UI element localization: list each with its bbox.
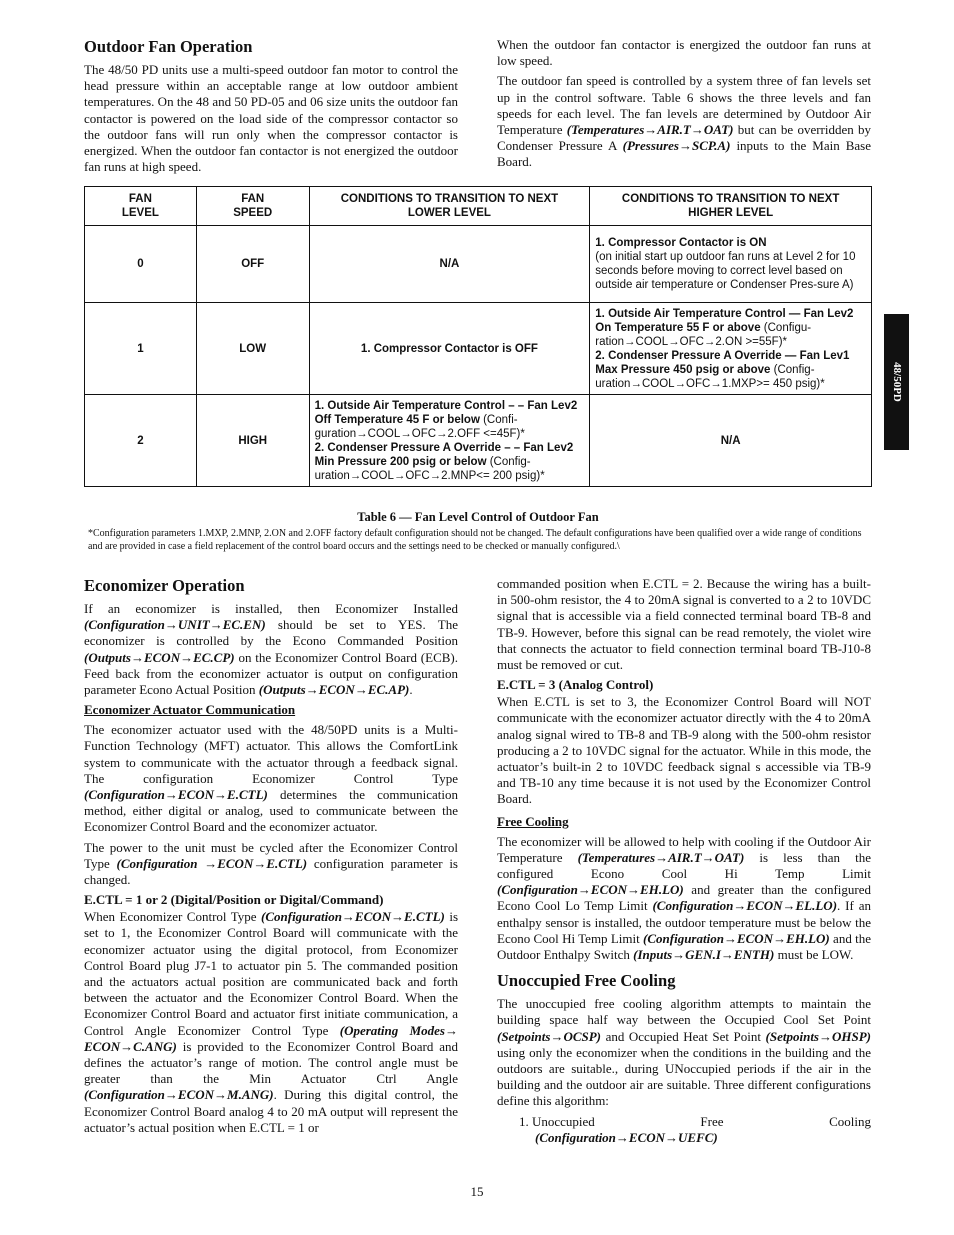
config-path: (Setpoints→OCSP) [497,1028,602,1044]
header-lower-level [309,187,590,226]
outdoor-fan-section [84,37,458,179]
text-run: inputs to the Main Base Board. [497,138,871,170]
cell-level: 2 [85,395,197,487]
list-item-config-path: (Configuration→ECON→UEFC) [535,1129,718,1145]
cell-text: (on initial start up outdoor fan runs at Level 2 for 10 seconds before moving to correct level based on outside air temperature or Condenser Pres-sure A) [595,251,856,291]
cell-lower: 1. Compressor Contactor is OFF [309,303,590,395]
text-run: If an economizer is installed, then Economizer Installed [84,601,458,616]
economizer-paragraph-3 [84,840,458,889]
text-run: must be LOW. [774,947,854,963]
side-tab [884,314,909,450]
config-path: (Configuration →ECON→E.CTL) [116,855,308,871]
text-run: is provided to the Economizer Control Board and defines the actuator’s range of motion. The control angle must be greater than the Min Actuator Ctrl Angle [84,1038,458,1087]
text-run: . If an enthalpy sensor is installed, the outdoor temperature must be below the Econo Cool Hi Temp Limit [497,898,871,946]
config-path: (Configuration→ECON→EH.LO) [497,882,684,898]
economizer-paragraph-4 [84,909,458,1136]
table-row [85,303,872,395]
text-run: The unoccupied free cooling algorithm attempts to maintain the building space half way between the Occupied Cool Set Point [497,996,871,1028]
text-run: is less than the configured Econo Cool Hi Temp Limit [497,849,871,882]
outdoor-fan-heading: Outdoor Fan Operation [84,37,253,56]
cell-text: (Config-uration→COOL→OFC→2.MNP<= 200 psig)* [314,455,545,482]
config-path: (Configuration→ECON→EH.LO) [643,930,830,946]
cell-higher [590,303,872,395]
list-item-first-line [519,1114,871,1130]
text-run: determines the communication method, either digital or analog, used to communicate between the Economizer Control Board and the economizer actuator. [84,787,458,835]
text-run: and the Outdoor Enthalpy Switch [497,930,872,963]
list-word: Free [700,1113,724,1129]
table-caption: Table 6 — Fan Level Control of Outdoor Fan [357,510,599,524]
list-item [497,1114,871,1146]
text-run: . [409,682,413,698]
economizer-paragraph-2 [84,722,458,835]
header-higher-level [590,187,872,226]
cell-text: (Configu-ration→COOL→OFC→2.ON >=55F)* [595,321,812,348]
config-path: (Inputs→GEN.I→ENTH) [633,947,775,963]
config-path: (Configuration→ECON→EL.LO) [652,898,838,914]
config-path: (Configuration→ECON→M.ANG) [84,1087,274,1103]
side-tab-label: 48/50PD [890,362,903,402]
actuator-communication-subheading: Economizer Actuator Communication [84,702,296,718]
list-item-text-1 [519,1114,595,1130]
config-path: (Operating Modes→ ECON→C.ANG) [84,1022,458,1054]
cell-bold-text: 2. Condenser Pressure A Override – – Fan Lev2 Min Pressure 200 psig or below [314,441,574,468]
page-number: 15 [470,1184,484,1199]
economizer-paragraph-6: When E.CTL is set to 3, the Economizer Control Board will NOT communicate with the economizer actuator directly with the 4 to 20mA analog signal wired to TB-8 and TB-9 along with the 500-ohm resistor producing a 2 to 10VDC signal for the actuator. While in this mode, the actuator’s built-in 2 to 10VDC feedback signal s accessible via TB-9 and TB-10 any time because it is not used by the Economizer Control Board. [497,694,871,807]
cell-level: 1 [85,303,197,395]
cell-speed: LOW [196,303,309,395]
config-path: (Configuration→ECON→E.CTL) [261,909,445,925]
outdoor-fan-paragraph-1: The 48/50 PD units use a multi-speed outdoor fan motor to control the head pressure within an acceptable range at low outdoor ambient temperatures. On the 48 and 50 PD-05 and 06 size units the outdoor fan contactor is powered on the load side of the compressor contactor so the outdoor fans will run only when the compressor contactor is energized. When the outdoor fan contactor is not energized the outdoor fan runs at high speed. [84,62,458,175]
table-row [85,395,872,487]
config-path: (Temperatures→AIR.T→OAT) [577,849,745,865]
cell-level: 0 [85,226,197,303]
text-run: . During this digital control, the Economizer Control Board analog 4 to 20 mA output will represent the actuator’s actual position when E.CTL = 1 or [84,1087,458,1135]
cell-bold-text: 1. Outside Air Temperature Control — Fan Lev2 On Temperature 55 F or above [595,307,854,334]
text-run: using only the economizer when the conditions in the building and the outdoors are suitable., during UNoccupied periods if the air in the building and the outdoor air are suitable. Three different configurations define this algorithm: [497,1044,871,1109]
text-run: should be set to YES. The economizer is controlled by the Econo Commanded Position [84,617,458,649]
ectl-digital-heading: E.CTL = 1 or 2 (Digital/Position or Digital/Command) [84,892,384,908]
text-run: The outdoor fan speed is controlled by a system three of fan levels set up in the control software. Table 6 shows the three levels and fan speeds for each level. The fan levels are determined by Outdoor Air Temperature [497,73,871,138]
header-text: FAN LEVEL [121,193,159,219]
list-word: Cooling [829,1113,871,1129]
cell-higher [590,226,872,303]
config-path: (Configuration→ECON→E.CTL) [84,787,268,803]
cell-text: (Config-uration→COOL→OFC→1.MXP>= 450 psig)* [595,363,825,390]
unoccupied-paragraph [497,996,871,1109]
config-path: (Temperatures→AIR.T→OAT) [566,122,734,138]
config-path: (Configuration→UNIT→EC.EN) [84,617,266,633]
text-run: The economizer will be allowed to help with cooling if the Outdoor Air Temperature [497,833,871,865]
economizer-heading: Economizer Operation [84,576,245,595]
cell-bold-text: 1. Outside Air Temperature Control – – Fan Lev2 Off Temperature 45 F or below [314,399,578,426]
config-path: (Outputs→ECON→EC.AP) [258,682,410,698]
economizer-section [84,576,458,1140]
text-run: and Occupied Heat Set Point [601,1028,766,1044]
cell-speed: HIGH [196,395,309,487]
header-fan-speed [196,187,309,226]
free-cooling-subheading: Free Cooling [497,813,569,829]
ectl-analog-heading: E.CTL = 3 (Analog Control) [497,677,654,693]
text-run: When Economizer Control Type [84,909,262,925]
table-footnote: *Configuration parameters 1.MXP, 2.MNP, 2.ON and 2.OFF factory default configuration should not be changed. The default configurations have been qualified over a wide range of conditions and are provided in case a field replacement of the control board occurs and the settings need to be checked or manually configured.\ [88,528,862,552]
economizer-paragraph-5: commanded position when E.CTL = 2. Because the wiring has a built-in 500-ohm resistor, the 4 to 20mA signal is converted to a 2 to 10VDC signal that is accessible via a field connected terminal board TB-8 and TB-9. However, before this signal can be read remotely, the violet wire that connects the actuator to field connection terminal board TB-J10-8 must be removed or cut. [497,576,871,673]
header-text: FAN SPEED [233,193,273,219]
cell-bold-text: 1. Compressor Contactor is ON [595,237,767,249]
free-cooling-paragraph [497,834,871,964]
outdoor-fan-continued [497,37,871,175]
text-run: is set to 1, the Economizer Control Board will communicate with the economizer actuator using the digital protocol, from Economizer Control Board plug J7-1 to actuator pin 5. The commanded position and the actuators actual position are communicated back and forth between the actuator and the Economizer Control Board. When the Economizer Control Board and actuator first initiate communication, a Control Angle Economizer Control Type [84,909,458,1038]
text-run: The economizer actuator used with the 48/50PD units is a Multi-Function Technology (MFT) actuator. This allows the ComfortLink system to communicate with the actuator through a feedback signal. The configuration Economizer Control Type [84,722,458,786]
outdoor-fan-paragraph-3 [497,73,871,170]
list-number: 1. [519,1113,529,1129]
outdoor-fan-paragraph-2: When the outdoor fan contactor is energized the outdoor fan runs at low speed. [497,37,871,69]
cell-bold-text: 2. Condenser Pressure A Override — Fan Lev1 Max Pressure 450 psig or above [595,349,850,376]
header-fan-level [85,187,197,226]
config-path: (Setpoints→OHSP) [765,1028,871,1044]
text-run: The power to the unit must be cycled after the Economizer Control Type [84,839,458,871]
config-path: (Outputs→ECON→EC.CP) [84,649,235,665]
text-run: and greater than the configured Econo Cool Lo Temp Limit [497,882,871,914]
config-path: (Pressures→SCP.A) [622,138,731,154]
fan-level-table [84,186,872,487]
cell-speed: OFF [196,226,309,303]
cell-text: (Confi-guration→COOL→OFC→2.OFF <=45F)* [314,413,525,440]
unoccupied-free-cooling-heading: Unoccupied Free Cooling [497,971,676,991]
table-header-row [85,187,872,226]
text-run: configuration parameter is changed. [84,855,458,888]
economizer-paragraph-1 [84,601,458,698]
list-word: Unoccupied [532,1113,595,1129]
text-run: on the Economizer Control Board (ECB). Feed back from the economizer actuator is output on configuration parameter Econo Actual Position [84,649,458,698]
text-run: but can be overridden by Condenser Pressure A [497,122,872,154]
header-text: CONDITIONS TO TRANSITION TO NEXT LOWER LEVEL [340,193,559,219]
cell-lower [309,395,590,487]
table-row [85,226,872,303]
economizer-continued [497,576,871,1146]
cell-higher: N/A [590,395,872,487]
cell-lower: N/A [309,226,590,303]
header-text: CONDITIONS TO TRANSITION TO NEXT HIGHER LEVEL [621,193,840,219]
